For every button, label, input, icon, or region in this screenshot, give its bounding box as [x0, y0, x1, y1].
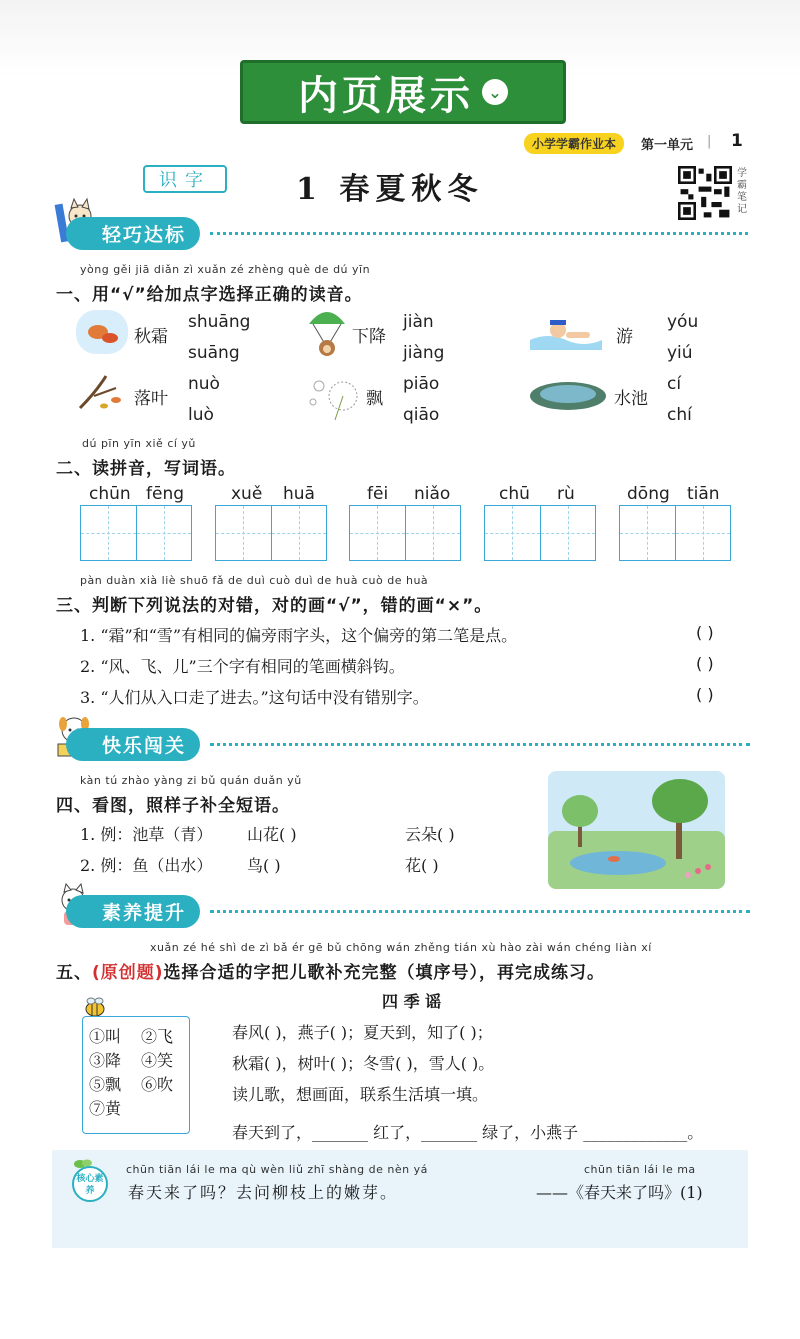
q5-title-row [56, 958, 605, 983]
section-3-title: 素养提升 [66, 895, 200, 928]
choice-item: ③降 [89, 1051, 122, 1070]
answer-paren[interactable]: ( ) [696, 654, 714, 673]
falling-leaves-icon [76, 368, 130, 412]
writing-grid[interactable] [80, 505, 192, 561]
q3-statement-2: 2. “风、飞、儿”三个字有相同的笔画横斜钩。 [80, 657, 405, 676]
q4-example-1: 1. 例：池草（青） [80, 825, 213, 844]
q3-title: 三、判断下列说法的对错，对的画“√”，错的画“×”。 [56, 596, 493, 616]
banner [240, 60, 566, 124]
q1-option[interactable]: qiāo [403, 405, 440, 425]
q4-blank[interactable]: 云朵( ) [405, 825, 455, 844]
q1-title: 一、用“√”给加点字选择正确的读音。 [56, 285, 363, 305]
q2-pinyin-word: huā [283, 484, 315, 504]
qr-note: 学霸笔记 [737, 168, 747, 215]
lesson-title: 1 春夏秋冬 [296, 172, 484, 207]
choice-item: ⑤飘 [89, 1075, 122, 1094]
choice-item: ⑥吹 [141, 1075, 174, 1094]
q5-title: 选择合适的字把儿歌补充完整（填序号），再完成练习。 [163, 963, 606, 983]
section-2-title: 快乐闯关 [66, 728, 200, 761]
footer-source: ——《春天来了吗》(1) [536, 1183, 703, 1202]
q1-word-1: 秋霜 [134, 327, 168, 347]
q1-word-3: 游 [616, 327, 633, 347]
q1-word-5: 飘 [366, 389, 383, 409]
answer-paren[interactable]: ( ) [696, 623, 714, 642]
choice-box [82, 1016, 190, 1134]
choice-item: ④笑 [141, 1051, 174, 1070]
q1-option[interactable]: piāo [403, 374, 440, 394]
q2-pinyin-word: dōng [627, 484, 670, 504]
q5-pinyin: xuǎn zé hé shì de zì bǎ ér gē bǔ chōng wán zhěng tián xù hào zài wán chéng liàn xí [150, 941, 652, 954]
q1-option[interactable]: chí [667, 405, 692, 425]
writing-grid[interactable] [215, 505, 327, 561]
monkey-parachute-icon [305, 306, 349, 364]
q1-pinyin: yòng gěi jiā diǎn zì xuǎn zé zhèng què de dú yīn [80, 263, 371, 276]
lesson-tag: 识字 [143, 165, 227, 193]
swimmer-icon [528, 310, 604, 354]
poem-instruction: 读儿歌，想画面，联系生活填一填。 [232, 1085, 489, 1104]
section-2 [66, 727, 750, 761]
page-number: 1 [731, 131, 743, 151]
q4-blank[interactable]: 山花( ) [247, 825, 297, 844]
answer-paren[interactable]: ( ) [696, 685, 714, 704]
q2-pinyin-word: chūn [89, 484, 131, 504]
q1-option[interactable]: cí [667, 374, 682, 394]
header-separator: | [707, 134, 712, 149]
choice-item: ⑦黄 [89, 1099, 122, 1118]
q2-title: 二、读拼音，写词语。 [56, 459, 236, 479]
q1-word-2: 下降 [352, 327, 386, 347]
q2-pinyin-word: rù [557, 484, 575, 504]
poem-fill-line[interactable]: 春天到了，_______ 红了，_______ 绿了，小燕子 _____________。 [232, 1123, 704, 1142]
bee-icon [82, 996, 108, 1018]
q1-option[interactable]: yiú [667, 343, 693, 363]
poem-title: 四 季 谣 [382, 992, 442, 1011]
q1-option[interactable]: shuāng [188, 312, 251, 332]
q2-pinyin-word: fēng [146, 484, 185, 504]
q1-option[interactable]: suāng [188, 343, 240, 363]
choice-item: ①叫 [89, 1027, 122, 1046]
frost-leaves-icon [76, 310, 128, 354]
q2-pinyin-word: tiān [687, 484, 720, 504]
pond-icon [528, 374, 608, 412]
q2-pinyin-word: xuě [231, 484, 263, 504]
writing-grid[interactable] [349, 505, 461, 561]
q5-prefix: 五、 [56, 963, 92, 983]
q4-blank[interactable]: 花( ) [405, 856, 439, 875]
q4-blank[interactable]: 鸟( ) [247, 856, 281, 875]
writing-grid[interactable] [619, 505, 731, 561]
q4-title: 四、看图，照样子补全短语。 [56, 796, 290, 816]
q1-option[interactable]: jiàn [403, 312, 434, 332]
footer-quote: 春天来了吗？去问柳枝上的嫩芽。 [128, 1183, 399, 1202]
qr-code-icon[interactable] [678, 166, 732, 220]
q4-pinyin: kàn tú zhào yàng zi bǔ quán duǎn yǔ [80, 774, 302, 787]
chevron-down-icon: ⌄ [482, 79, 508, 105]
q1-option[interactable]: nuò [188, 374, 220, 394]
spring-scene-illustration [548, 771, 725, 889]
q2-pinyin-word: niǎo [414, 484, 451, 504]
section-3 [66, 894, 750, 928]
q1-option[interactable]: luò [188, 405, 214, 425]
core-literacy-badge: 核心素养 [72, 1166, 108, 1202]
q2-pinyin: dú pīn yīn xiě cí yǔ [82, 437, 196, 450]
writing-grid[interactable] [484, 505, 596, 561]
dandelion-icon [305, 372, 361, 422]
footer-source-pinyin: chūn tiān lái le ma [584, 1163, 696, 1176]
unit-label: 第一单元 [641, 138, 694, 153]
section-1 [66, 216, 748, 250]
q1-word-6: 水池 [614, 389, 648, 409]
footer-pinyin: chūn tiān lái le ma qù wèn liǔ zhī shàng de nèn yá [126, 1163, 428, 1176]
q3-statement-1: 1. “霜”和“雪”有相同的偏旁雨字头，这个偏旁的第二笔是点。 [80, 626, 518, 645]
original-tag: (原创题) [92, 963, 164, 983]
q1-option[interactable]: yóu [667, 312, 699, 332]
q1-word-4: 落叶 [134, 389, 168, 409]
choice-item: ②飞 [141, 1027, 174, 1046]
q1-option[interactable]: jiàng [403, 343, 445, 363]
q3-statement-3: 3. “人们从入口走了进去。”这句话中没有错别字。 [80, 688, 429, 707]
q2-pinyin-word: chū [499, 484, 530, 504]
poem-line-2[interactable]: 秋霜( )，树叶( )；冬雪( )，雪人( )。 [232, 1054, 495, 1073]
q2-pinyin-word: fēi [367, 484, 389, 504]
q4-example-2: 2. 例：鱼（出水） [80, 856, 213, 875]
q3-pinyin: pàn duàn xià liè shuō fǎ de duì cuò duì de huà cuò de huà [80, 574, 429, 587]
poem-line-1[interactable]: 春风( )，燕子( )；夏天到，知了( )； [232, 1023, 493, 1042]
section-1-title: 轻巧达标 [66, 217, 200, 250]
banner-title: 内页展示 [298, 72, 474, 119]
series-badge: 小学学霸作业本 [524, 133, 624, 154]
